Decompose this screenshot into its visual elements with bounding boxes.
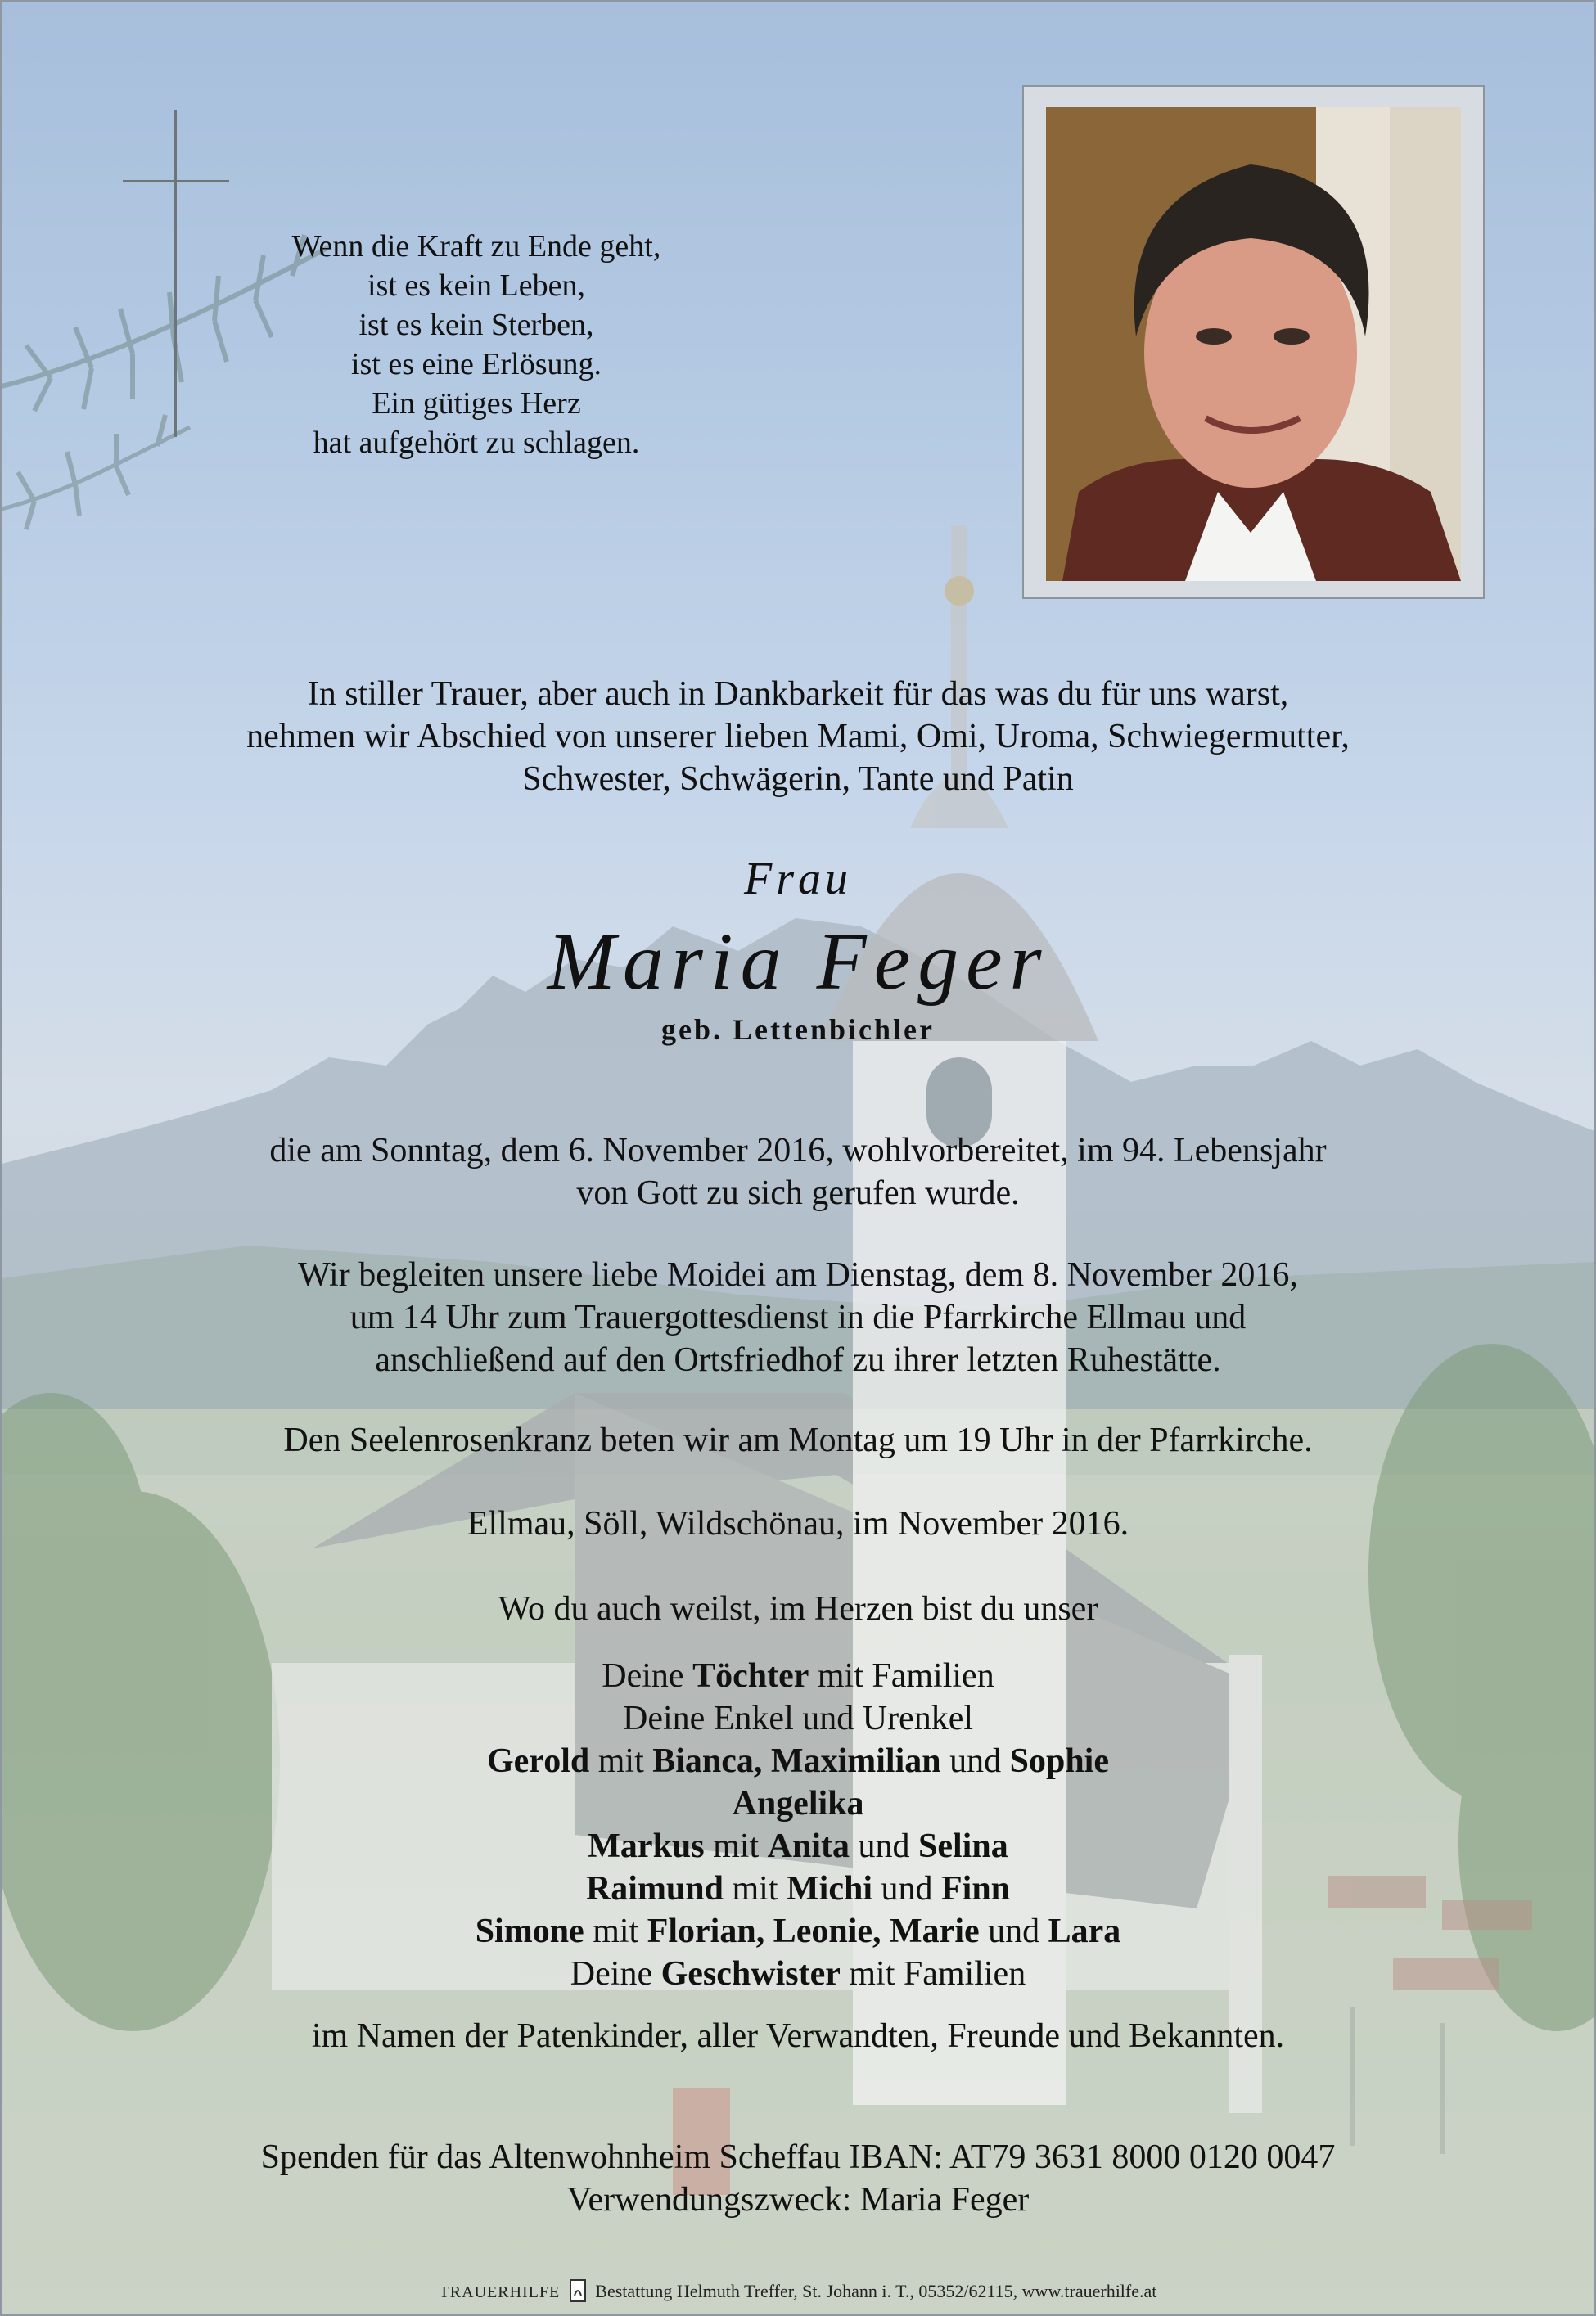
mourner-text: und (850, 1827, 919, 1865)
death-line: von Gott zu sich gerufen wurde. (576, 1174, 1020, 1212)
closing-line: im Namen der Patenkinder, aller Verwandten, Freunde und Bekannten. (311, 2017, 1285, 2055)
mourner-name: Markus (588, 1827, 705, 1865)
mourner-text: mit (724, 1870, 787, 1908)
funeral-notice (2, 1254, 1594, 1381)
poem-line: Ein gütiges Herz (372, 386, 581, 421)
intro-text (2, 673, 1594, 800)
poem-line: hat aufgehört zu schlagen. (313, 426, 640, 460)
mourner-text: Deine (602, 1657, 693, 1695)
mourner-text: mit Familien (809, 1657, 994, 1695)
mourner-line (2, 1782, 1594, 1825)
mourner-text: und (872, 1870, 941, 1908)
place-date: Ellmau, Söll, Wildschönau, im November 2016. (467, 1505, 1129, 1543)
mourner-name: Simone (475, 1913, 584, 1950)
mourner-name: Geschwister (660, 1955, 841, 1993)
rosary-notice: Den Seelenrosenkranz beten wir am Montag um 19 Uhr in der Pfarrkirche. (283, 1422, 1313, 1459)
mourner-line (2, 1697, 1594, 1740)
intro-line: Schwester, Schwägerin, Tante und Patin (522, 760, 1074, 798)
poem-line: ist es kein Sterben, (358, 308, 594, 342)
mourner-name: Florian, Leonie, Marie (647, 1913, 980, 1950)
mourner-name: Finn (941, 1870, 1011, 1908)
birth-name: geb. Lettenbichler (661, 1013, 935, 1046)
mourner-line (2, 1868, 1594, 1910)
death-line: die am Sonntag, dem 6. November 2016, wohlvorbereitet, im 94. Lebensjahr (269, 1132, 1327, 1169)
funeral-line: um 14 Uhr zum Trauergottesdienst in die Pfarrkirche Ellmau und (349, 1299, 1247, 1336)
funeral-line: Wir begleiten unsere liebe Moidei am Dienstag, dem 8. November 2016, (298, 1256, 1298, 1294)
mourner-name: Michi (787, 1870, 872, 1908)
salutation: Frau (744, 854, 852, 904)
footer-brand: TRAUERHILFE (439, 2283, 561, 2302)
motto: Wo du auch weilst, im Herzen bist du unser (498, 1590, 1098, 1628)
mourner-name: Lara (1048, 1913, 1121, 1950)
mourner-text: Deine (570, 1955, 661, 1993)
poem (247, 227, 706, 462)
mourner-name: Raimund (585, 1870, 724, 1908)
donation-notice (2, 2136, 1594, 2221)
portrait-photo (1046, 107, 1461, 581)
mourner-text: und (940, 1742, 1010, 1780)
donation-line: Spenden für das Altenwohnheim Scheffau IBAN: AT79 3631 8000 0120 0047 (260, 2138, 1336, 2176)
mourner-name: Sophie (1009, 1742, 1109, 1780)
mourner-name: Selina (918, 1827, 1008, 1865)
mourner-line (2, 1825, 1594, 1868)
intro-line: nehmen wir Abschied von unserer lieben Mami, Omi, Uroma, Schwiegermutter, (246, 718, 1350, 755)
mourner-line (2, 1910, 1594, 1953)
mourner-text: und (979, 1913, 1048, 1950)
funeral-line: anschließend auf den Ortsfriedhof zu ihrer letzten Ruhestätte. (375, 1341, 1221, 1379)
mourner-name: Töchter (692, 1657, 809, 1695)
mourner-name: Angelika (732, 1785, 864, 1823)
portrait-frame (1022, 85, 1485, 599)
mourner-name: Bianca, Maximilian (652, 1742, 941, 1780)
mourner-text: mit (584, 1913, 647, 1950)
mourner-text: mit (589, 1742, 653, 1780)
mourners-list (2, 1655, 1594, 1995)
deceased-name: Maria Feger (547, 916, 1049, 1007)
footer (2, 2279, 1594, 2307)
footer-text: Bestattung Helmuth Treffer, St. Johann i. T., 05352/62115, www.trauerhilfe.at (595, 2281, 1157, 2302)
poem-line: ist es kein Leben, (367, 268, 585, 303)
mourner-text: mit (704, 1827, 768, 1865)
trauerhilfe-logo-icon (570, 2279, 586, 2307)
donation-line: Verwendungszweck: Maria Feger (566, 2181, 1030, 2219)
mourner-text: mit Familien (840, 1955, 1026, 1993)
mourner-name: Gerold (487, 1742, 590, 1780)
mourner-line (2, 1655, 1594, 1697)
death-notice (2, 1129, 1594, 1214)
poem-line: Wenn die Kraft zu Ende geht, (291, 229, 661, 264)
poem-line: ist es eine Erlösung. (350, 347, 602, 381)
mourner-line (2, 1953, 1594, 1995)
mourner-line (2, 1740, 1594, 1782)
mourner-text: Deine Enkel und Urenkel (622, 1700, 974, 1737)
intro-line: In stiller Trauer, aber auch in Dankbarkeit für das was du für uns warst, (307, 675, 1289, 713)
mourner-name: Anita (767, 1827, 850, 1865)
